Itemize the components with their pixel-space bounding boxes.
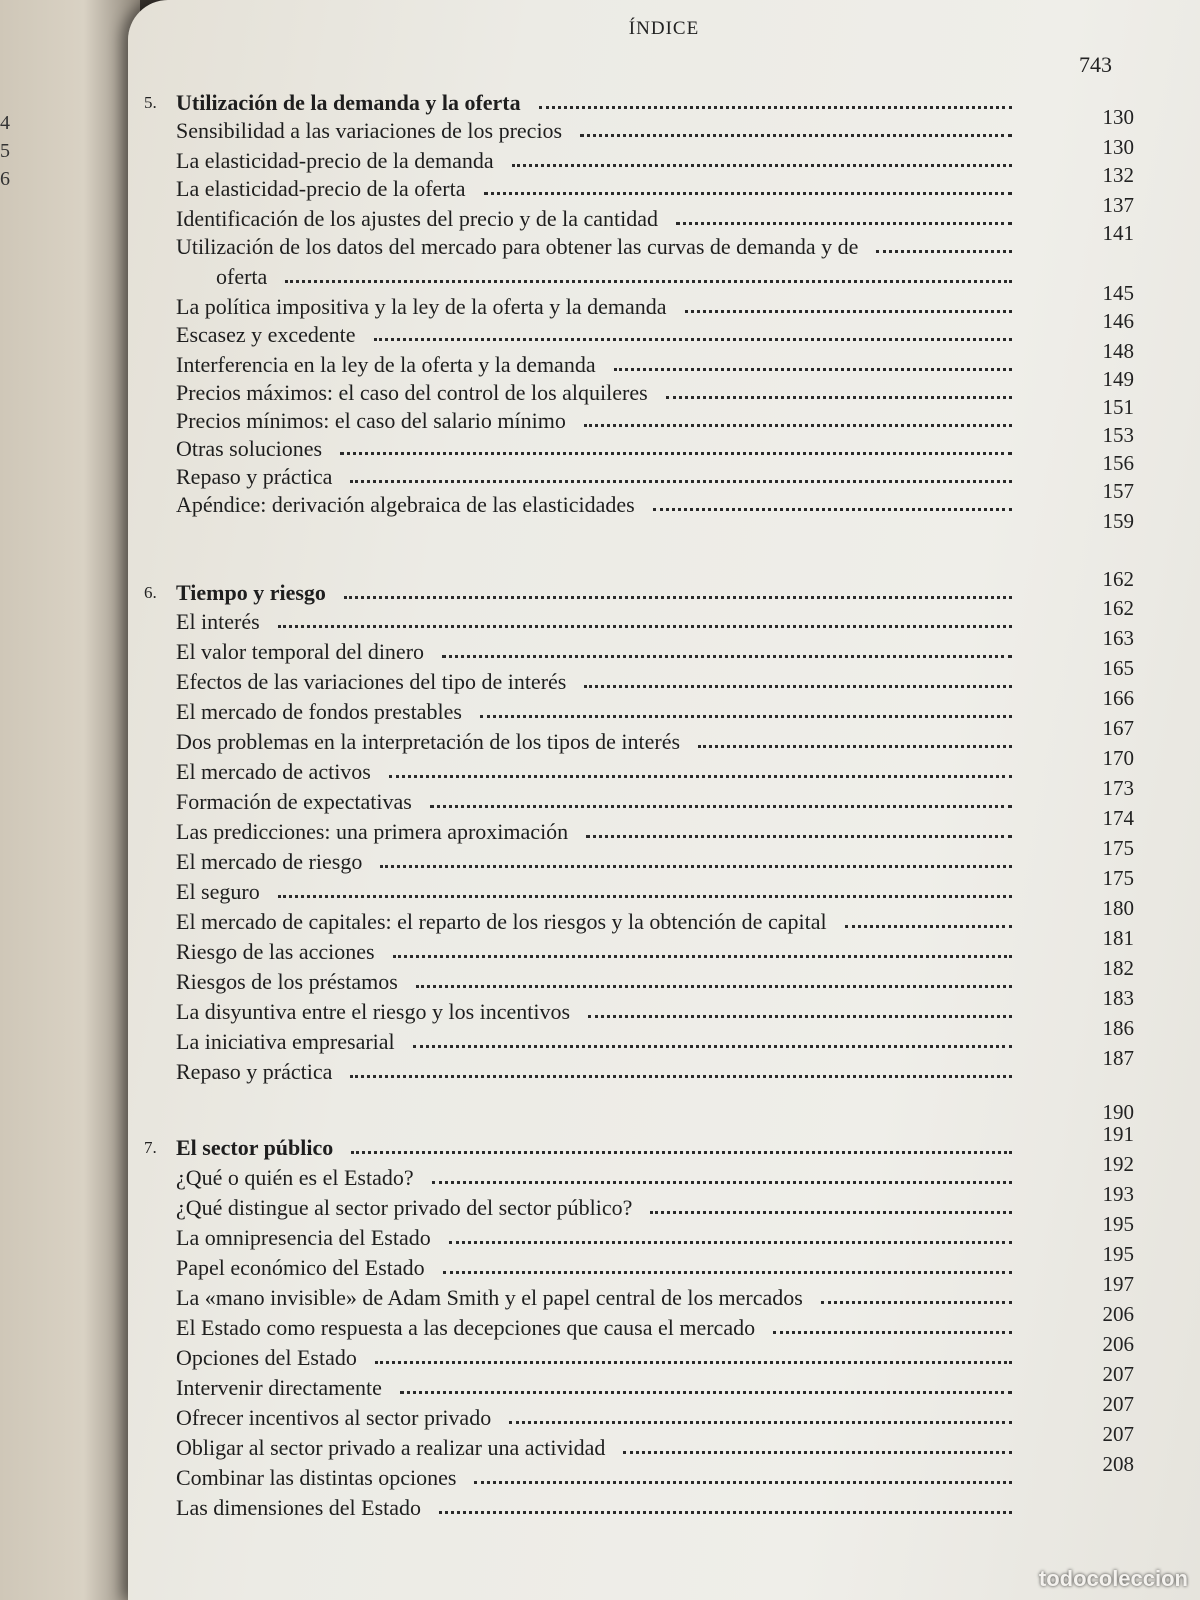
dot-leader [614, 358, 1012, 371]
entry-page-number: 182 [1102, 956, 1134, 980]
entry-page-number: 206 [1102, 1332, 1134, 1356]
book-page [128, 0, 1200, 1600]
toc-entry [128, 806, 1200, 847]
toc-entry [128, 776, 1200, 817]
dot-leader [773, 1321, 1012, 1334]
toc-entry [128, 281, 1200, 322]
dot-leader [480, 705, 1012, 718]
toc-entry [128, 509, 1200, 550]
chapter-entry [128, 567, 1200, 608]
entry-title: La «mano invisible» de Adam Smith y el papel central de los mercados [176, 1285, 803, 1310]
entry-title: Tiempo y riesgo [176, 580, 326, 605]
dot-leader [584, 414, 1012, 427]
entry-page-number: 170 [1102, 746, 1134, 770]
toc-entry [128, 1332, 1200, 1373]
dot-leader [278, 885, 1012, 898]
entry-page-number: 190 [1102, 1100, 1134, 1124]
entry-page-number: 187 [1102, 1046, 1134, 1070]
entry-title: Papel económico del Estado [176, 1255, 425, 1280]
dot-leader [484, 182, 1012, 195]
entry-page-number: 165 [1102, 656, 1134, 680]
dot-leader [623, 1441, 1012, 1454]
entry-title: La iniciativa empresarial [176, 1029, 395, 1054]
toc-entry [128, 1016, 1200, 1057]
entry-title: Obligar al sector privado a realizar una actividad [176, 1435, 606, 1460]
entry-page-number: 195 [1102, 1212, 1134, 1236]
entry-page-number: 132 [1102, 163, 1134, 187]
entry-page-number: 181 [1102, 926, 1134, 950]
toc-entry [128, 1242, 1200, 1283]
entry-page-number: 206 [1102, 1302, 1134, 1326]
entry-page-number: 208 [1102, 1452, 1134, 1476]
dot-leader [393, 945, 1012, 958]
toc-entry [128, 1422, 1200, 1463]
toc-entry [128, 626, 1200, 667]
toc-entry [128, 596, 1200, 637]
entry-page-number: 141 [1102, 221, 1134, 245]
entry-title: La política impositiva y la ley de la oferta y la demanda [176, 294, 667, 319]
entry-title: Repaso y práctica [176, 464, 333, 489]
entry-page-number: 207 [1102, 1422, 1134, 1446]
dot-leader [430, 795, 1012, 808]
entry-page-number: 163 [1102, 626, 1134, 650]
toc-entry [128, 896, 1200, 937]
dot-leader [442, 645, 1012, 658]
toc-entry [128, 716, 1200, 757]
entry-page-number: 207 [1102, 1392, 1134, 1416]
toc-entry [128, 262, 1200, 292]
entry-title: Utilización de la demanda y la oferta [176, 90, 521, 115]
entry-page-number: 153 [1102, 423, 1134, 447]
left-page-edge [0, 0, 140, 1600]
entry-title: Utilización de los datos del mercado para obtener las curvas de demanda y de [176, 234, 859, 259]
entry-title: El mercado de activos [176, 759, 371, 784]
watermark-logo: todocoleccion [1038, 1566, 1188, 1591]
dot-leader [653, 498, 1012, 511]
toc-entry [128, 1493, 1200, 1523]
dot-leader [350, 1065, 1012, 1078]
entry-page-number: 183 [1102, 986, 1134, 1010]
dot-leader [389, 765, 1012, 778]
left-page-digit: 5 [0, 140, 10, 162]
toc-entry [128, 1392, 1200, 1433]
toc-entry [128, 309, 1200, 350]
entry-page-number: 175 [1102, 866, 1134, 890]
dot-leader [821, 1291, 1012, 1304]
toc-entry [128, 395, 1200, 436]
toc-entry [128, 866, 1200, 907]
entry-title: Formación de expectativas [176, 789, 412, 814]
dot-leader [539, 96, 1012, 109]
dot-leader [350, 470, 1012, 483]
dot-leader [344, 586, 1012, 599]
entry-page-number: 146 [1102, 309, 1134, 333]
entry-page-number: 148 [1102, 339, 1134, 363]
entry-title: La elasticidad-precio de la demanda [176, 148, 494, 173]
entry-title: Repaso y práctica [176, 1059, 333, 1084]
toc-entry [128, 1182, 1200, 1223]
dot-leader [474, 1471, 1012, 1484]
entry-title: El mercado de riesgo [176, 849, 363, 874]
dot-leader [400, 1381, 1012, 1394]
entry-page-number: 149 [1102, 367, 1134, 391]
entry-title: Identificación de los ajustes del precio y de la cantidad [176, 206, 658, 231]
dot-leader [666, 386, 1012, 399]
dot-leader [449, 1231, 1012, 1244]
dot-leader [413, 1035, 1012, 1048]
entry-page-number: 145 [1102, 281, 1134, 305]
entry-title: Precios máximos: el caso del control de los alquileres [176, 380, 648, 405]
entry-page-number: 207 [1102, 1362, 1134, 1386]
toc-entry [128, 221, 1200, 262]
toc-entry [128, 367, 1200, 408]
toc-entry [128, 686, 1200, 727]
entry-page-number: 162 [1102, 596, 1134, 620]
entry-page-number: 193 [1102, 1182, 1134, 1206]
dot-leader [876, 240, 1012, 253]
left-page-digit: 6 [0, 168, 10, 190]
toc-entry [128, 1302, 1200, 1343]
entry-title: El sector público [176, 1135, 334, 1160]
entry-page-number: 137 [1102, 193, 1134, 217]
entry-page-number: 167 [1102, 716, 1134, 740]
entry-title: El seguro [176, 879, 260, 904]
entry-title: Riesgo de las acciones [176, 939, 375, 964]
entry-page-number: 186 [1102, 1016, 1134, 1040]
dot-leader [509, 1411, 1012, 1424]
dot-leader [698, 735, 1012, 748]
entry-title: Precios mínimos: el caso del salario mínimo [176, 408, 566, 433]
entry-title: Las predicciones: una primera aproximación [176, 819, 569, 844]
toc-entry [128, 1362, 1200, 1403]
entry-title: Opciones del Estado [176, 1345, 357, 1370]
toc-entry [128, 836, 1200, 877]
dot-leader [380, 855, 1012, 868]
entry-title: El mercado de fondos prestables [176, 699, 462, 724]
dot-leader [443, 1261, 1012, 1274]
entry-title: Dos problemas en la interpretación de los tipos de interés [176, 729, 681, 754]
dot-leader [588, 1005, 1012, 1018]
dot-leader [650, 1201, 1012, 1214]
entry-title: oferta [216, 264, 268, 289]
toc-entry [128, 1212, 1200, 1253]
entry-page-number: 195 [1102, 1242, 1134, 1266]
entry-page-number: 191 [1102, 1122, 1134, 1146]
entry-title: La omnipresencia del Estado [176, 1225, 431, 1250]
dot-leader [586, 825, 1012, 838]
dot-leader [580, 124, 1012, 137]
dot-leader [439, 1501, 1012, 1514]
entry-page-number: 192 [1102, 1152, 1134, 1176]
chapter-entry [128, 88, 1200, 118]
entry-page-number: 159 [1102, 509, 1134, 533]
dot-leader [278, 615, 1012, 628]
toc-entry [128, 1046, 1200, 1087]
dot-leader [340, 442, 1012, 455]
chapter-number: 6. [144, 583, 157, 602]
dot-leader [845, 915, 1012, 928]
dot-leader [676, 212, 1012, 225]
entry-title: El interés [176, 609, 260, 634]
entry-title: ¿Qué distingue al sector privado del sector público? [176, 1195, 633, 1220]
left-page-digit: 4 [0, 112, 10, 134]
entry-title: Ofrecer incentivos al sector privado [176, 1405, 492, 1430]
entry-title: El mercado de capitales: el reparto de los riesgos y la obtención de capital [176, 909, 827, 934]
toc-entry [128, 193, 1200, 234]
entry-title: El Estado como respuesta a las decepciones que causa el mercado [176, 1315, 756, 1340]
toc-entry [128, 1152, 1200, 1193]
dot-leader [584, 675, 1012, 688]
toc-entry [128, 479, 1200, 520]
toc-entry [128, 956, 1200, 997]
page-number: 743 [1079, 52, 1112, 77]
entry-title: Efectos de las variaciones del tipo de interés [176, 669, 567, 694]
entry-title: Escasez y excedente [176, 322, 356, 347]
entry-page-number: 162 [1102, 567, 1134, 591]
dot-leader [285, 270, 1012, 283]
entry-page-number: 157 [1102, 479, 1134, 503]
entry-title: Las dimensiones del Estado [176, 1495, 422, 1520]
entry-title: Apéndice: derivación algebraica de las elasticidades [176, 492, 635, 517]
entry-title: Sensibilidad a las variaciones de los precios [176, 118, 563, 143]
chapter-number: 7. [144, 1138, 157, 1157]
entry-page-number: 130 [1102, 135, 1134, 159]
toc-entry [128, 451, 1200, 492]
dot-leader [432, 1171, 1012, 1184]
entry-page-number: 151 [1102, 395, 1134, 419]
entry-title: La elasticidad-precio de la oferta [176, 176, 466, 201]
entry-page-number: 180 [1102, 896, 1134, 920]
entry-title: ¿Qué o quién es el Estado? [176, 1165, 414, 1190]
entry-page-number: 130 [1102, 105, 1134, 129]
dot-leader [375, 1351, 1012, 1364]
entry-page-number: 173 [1102, 776, 1134, 800]
entry-title: Combinar las distintas opciones [176, 1465, 457, 1490]
entry-title: Otras soluciones [176, 436, 323, 461]
dot-leader [416, 975, 1012, 988]
toc-entry [128, 135, 1200, 176]
toc-entry [128, 423, 1200, 464]
entry-title: Interferencia en la ley de la oferta y la demanda [176, 352, 596, 377]
toc-entry [128, 1272, 1200, 1313]
toc-entry [128, 339, 1200, 380]
chapter-number: 5. [144, 93, 157, 112]
page-header: ÍNDICE [628, 18, 700, 39]
toc-entry [128, 163, 1200, 204]
entry-title: Intervenir directamente [176, 1375, 382, 1400]
toc-entry [128, 746, 1200, 787]
dot-leader [374, 328, 1012, 341]
entry-title: Riesgos de los préstamos [176, 969, 398, 994]
toc-entry [128, 986, 1200, 1027]
entry-page-number: 175 [1102, 836, 1134, 860]
entry-page-number: 156 [1102, 451, 1134, 475]
entry-page-number: 174 [1102, 806, 1134, 830]
dot-leader [685, 300, 1012, 313]
toc-entry [128, 1452, 1200, 1493]
toc-entry [128, 105, 1200, 146]
dot-leader [512, 154, 1012, 167]
entry-page-number: 197 [1102, 1272, 1134, 1296]
dot-leader [351, 1141, 1012, 1154]
toc-entry [128, 656, 1200, 697]
entry-page-number: 166 [1102, 686, 1134, 710]
toc-entry [128, 926, 1200, 967]
entry-title: La disyuntiva entre el riesgo y los incentivos [176, 999, 571, 1024]
chapter-entry [128, 1122, 1200, 1163]
entry-title: El valor temporal del dinero [176, 639, 425, 664]
